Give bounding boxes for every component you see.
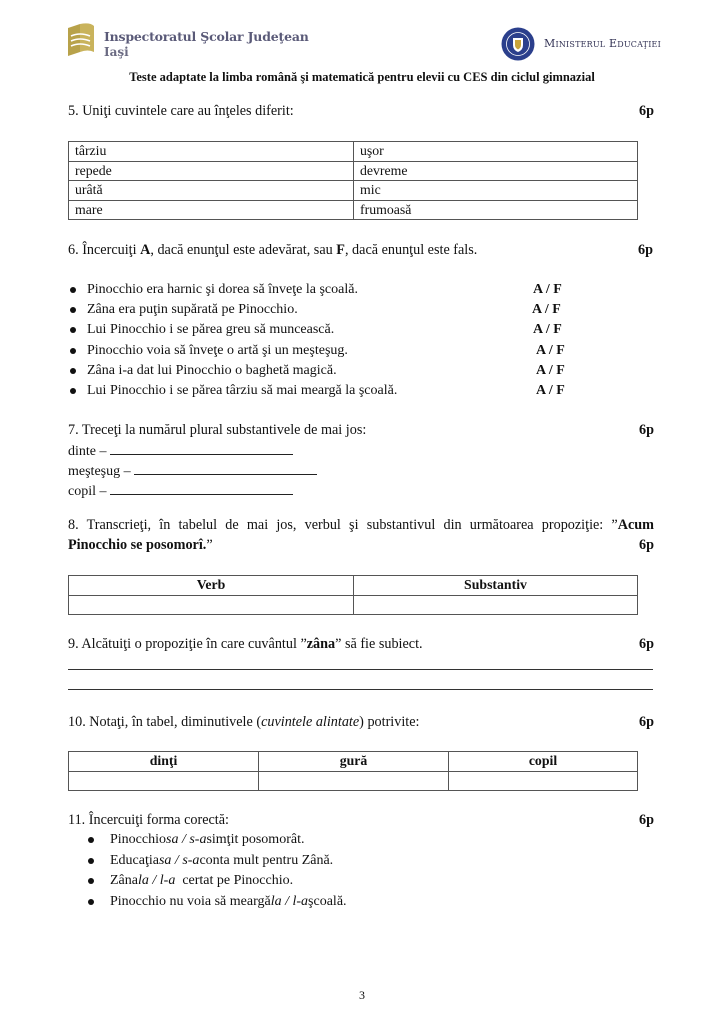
bullet-icon bbox=[70, 287, 76, 293]
q7-points: 6p bbox=[639, 422, 654, 438]
answer-choice-a-f[interactable]: A / F bbox=[532, 302, 561, 318]
bullet-icon bbox=[88, 899, 94, 905]
q11-prompt: 11. Încercuiţi forma corectă: bbox=[68, 812, 229, 828]
q8-prompt: 8. Transcrieţi, în tabelul de mai jos, verbul şi substantivul din următoarea propoziţie: ”Acum bbox=[68, 517, 654, 533]
list-item: Pinocchio era harnic şi dorea să înveţe la şcoală. A / F bbox=[68, 280, 588, 300]
q6-true-false-list bbox=[68, 280, 588, 401]
isj-logo-icon bbox=[66, 22, 96, 58]
answer-cell[interactable] bbox=[69, 771, 259, 791]
q9-points: 6p bbox=[639, 636, 654, 652]
q11-points: 6p bbox=[639, 812, 654, 828]
q8-verb-noun-table bbox=[68, 575, 638, 615]
answer-line[interactable] bbox=[68, 689, 653, 690]
q5-matching-table bbox=[68, 141, 638, 220]
choice-option[interactable]: la / l-a bbox=[270, 893, 309, 909]
table-cell: mare bbox=[69, 200, 354, 220]
q7-prompt: 7. Treceţi la numărul plural substantivele de mai jos: bbox=[68, 422, 367, 438]
bullet-icon bbox=[70, 348, 76, 354]
ministry-emblem-icon bbox=[501, 27, 535, 61]
answer-cell[interactable] bbox=[259, 771, 449, 791]
bullet-icon bbox=[70, 368, 76, 374]
q7-item-dinte: dinte – bbox=[68, 441, 293, 461]
table-row bbox=[69, 595, 638, 615]
table-row bbox=[69, 142, 638, 162]
table-cell: devreme bbox=[354, 161, 638, 181]
q6-header bbox=[68, 241, 654, 259]
q8-header-line2: Pinocchio se posomorî.” 6p bbox=[68, 537, 654, 553]
answer-cell[interactable] bbox=[354, 595, 638, 615]
list-item: Lui Pinocchio i se părea greu să muncească. A / F bbox=[68, 320, 588, 340]
q10-header bbox=[68, 713, 654, 731]
bullet-icon bbox=[70, 327, 76, 333]
list-item: Zâna era puţin supărată pe Pinocchio. A / F bbox=[68, 300, 588, 320]
table-row bbox=[69, 771, 638, 791]
column-header-substantiv: Substantiv bbox=[354, 576, 638, 596]
q9-header bbox=[68, 635, 654, 653]
list-item: Lui Pinocchio i se părea târziu să mai meargă la şcoală. A / F bbox=[68, 381, 588, 401]
table-cell: târziu bbox=[69, 142, 354, 162]
answer-choice-a-f[interactable]: A / F bbox=[536, 383, 565, 399]
q11-header bbox=[68, 811, 654, 829]
choice-option[interactable]: la / l-a bbox=[137, 873, 176, 889]
q8-points: 6p bbox=[639, 537, 654, 553]
table-row bbox=[69, 161, 638, 181]
list-item: Zâna i-a dat lui Pinocchio o baghetă magică. A / F bbox=[68, 361, 588, 381]
bullet-icon bbox=[88, 878, 94, 884]
choice-option[interactable]: sa / s-a bbox=[158, 852, 200, 868]
table-row bbox=[69, 200, 638, 220]
table-cell: urâtă bbox=[69, 181, 354, 201]
answer-choice-a-f[interactable]: A / F bbox=[533, 282, 562, 298]
answer-blank[interactable] bbox=[110, 441, 293, 455]
table-cell: frumoasă bbox=[354, 200, 638, 220]
q5-points: 6p bbox=[639, 103, 654, 119]
table-header-row bbox=[69, 752, 638, 772]
q6-prompt: 6. Încercuiţi A, dacă enunţul este adevărat, sau F, dacă enunţul este fals. bbox=[68, 242, 478, 258]
answer-line[interactable] bbox=[68, 669, 653, 670]
bullet-icon bbox=[70, 307, 76, 313]
table-cell: mic bbox=[354, 181, 638, 201]
table-cell: uşor bbox=[354, 142, 638, 162]
q10-points: 6p bbox=[639, 714, 654, 730]
ministry-title: Ministerul Educaţiei bbox=[544, 37, 661, 50]
page-number: 3 bbox=[359, 988, 365, 1002]
list-item: Pinocchio sa / s-a simţit posomorât. bbox=[88, 830, 347, 851]
table-cell: repede bbox=[69, 161, 354, 181]
q7-item-copil: copil – bbox=[68, 481, 293, 501]
choice-option[interactable]: sa / s-a bbox=[166, 832, 207, 848]
answer-blank[interactable] bbox=[110, 481, 293, 495]
bullet-icon bbox=[70, 388, 76, 394]
column-header-verb: Verb bbox=[69, 576, 354, 596]
list-item: Educaţia sa / s-a conta mult pentru Zână. bbox=[88, 851, 347, 872]
document-subtitle: Teste adaptate la limba română şi matematică pentru elevii cu CES din ciclul gimnazial bbox=[129, 70, 595, 84]
q10-diminutives-table bbox=[68, 751, 638, 791]
table-header-row bbox=[69, 576, 638, 596]
answer-blank[interactable] bbox=[134, 461, 317, 475]
q10-prompt: 10. Notaţi, în tabel, diminutivele (cuvintele alintate) potrivite: bbox=[68, 714, 420, 730]
q11-choice-list bbox=[88, 830, 347, 912]
answer-cell[interactable] bbox=[449, 771, 638, 791]
isj-title: Inspectoratul Şcolar Judeţean bbox=[104, 29, 309, 44]
isj-city: Iaşi bbox=[104, 45, 129, 59]
list-item: Pinocchio nu voia să meargă la / l-a şcoală. bbox=[88, 892, 347, 913]
answer-choice-a-f[interactable]: A / F bbox=[536, 342, 565, 358]
list-item: Zâna la / l-a certat pe Pinocchio. bbox=[88, 871, 347, 892]
bullet-icon bbox=[88, 837, 94, 843]
answer-choice-a-f[interactable]: A / F bbox=[536, 362, 565, 378]
q7-header bbox=[68, 421, 654, 439]
column-header-copil: copil bbox=[449, 752, 638, 772]
answer-choice-a-f[interactable]: A / F bbox=[533, 322, 562, 338]
q9-prompt: 9. Alcătuiţi o propoziţie în care cuvântul ”zâna” să fie subiect. bbox=[68, 636, 423, 652]
answer-cell[interactable] bbox=[69, 595, 354, 615]
column-header-dinti: dinţi bbox=[69, 752, 259, 772]
table-row bbox=[69, 181, 638, 201]
list-item: Pinocchio voia să înveţe o artă şi un meşteşug. A / F bbox=[68, 341, 588, 361]
q5-header bbox=[68, 102, 654, 120]
q7-item-mestesug: meşteşug – bbox=[68, 461, 317, 481]
bullet-icon bbox=[88, 858, 94, 864]
column-header-gura: gură bbox=[259, 752, 449, 772]
q5-prompt: 5. Uniţi cuvintele care au înţeles diferit: bbox=[68, 103, 294, 119]
q6-points: 6p bbox=[638, 242, 653, 258]
